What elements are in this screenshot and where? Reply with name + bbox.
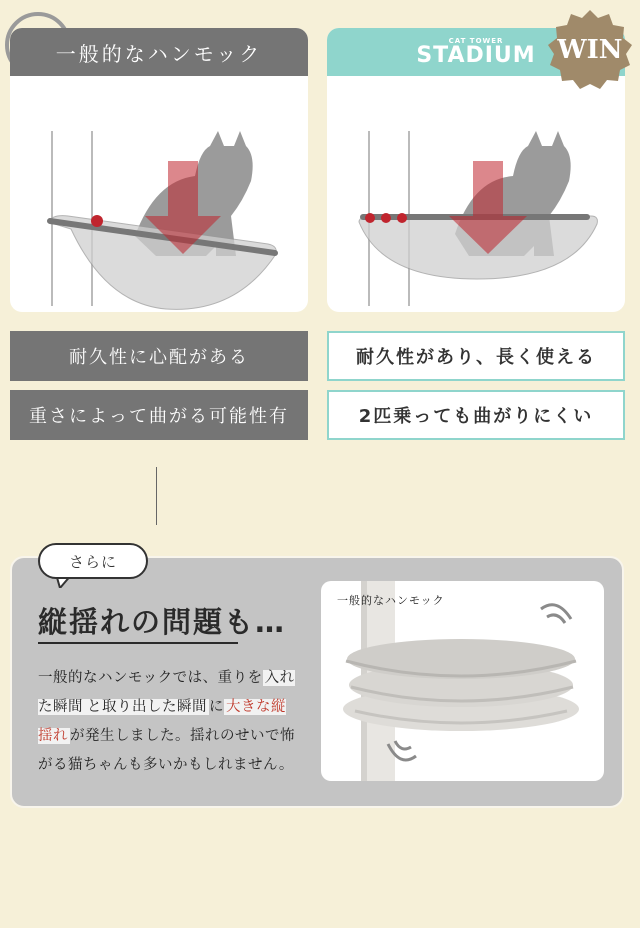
para-text-1: 一般的なハンモックでは、重りを [38,670,263,686]
right-point-2: 2匹乗っても曲がりにくい [327,390,625,440]
left-point-1: 耐久性に心配がある [10,331,308,381]
logo-small-text: CAT TOWER [448,36,504,45]
para-text-2: に [209,699,224,715]
title-underline [38,642,238,644]
panel-title: 縦揺れの問題も… [38,605,287,639]
win-badge-label: WIN [557,35,623,65]
logo-big-text: STADIUM [416,42,536,68]
speech-bubble: さらに [38,543,148,579]
para-highlight-2: と取り出した瞬間 [87,699,207,715]
para-text-3: が発生しました。揺れのせいで怖がる猫ちゃんも多いかもしれません。 [38,728,295,773]
para-highlight-1: 入れた瞬間 [38,670,295,715]
photo-label: 一般的なハンモック [337,594,445,607]
card-title: 一般的なハンモック [10,28,308,76]
right-point-1: 耐久性があり、長く使える [327,331,625,381]
divider-line [156,467,157,525]
standard-hammock-illustration [10,76,308,312]
stadium-hammock-illustration [327,76,625,312]
hammock-photo [321,581,604,781]
left-point-2: 重さによって曲がる可能性有 [10,390,308,440]
standard-hammock-card [10,28,308,312]
panel-paragraph [38,664,300,780]
swaying-hammock-illustration [321,581,604,781]
para-red-text: 大きな縦揺れ [38,699,286,744]
